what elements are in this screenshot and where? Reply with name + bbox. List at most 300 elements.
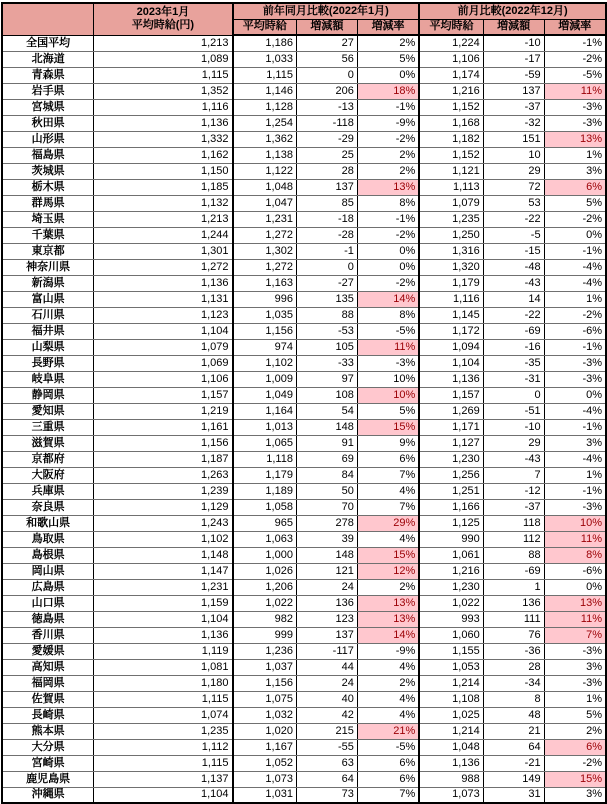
wage-2023-cell[interactable]: 1,301 <box>94 243 233 259</box>
mom-wage-cell[interactable]: 1,125 <box>419 515 483 531</box>
mom-wage-cell[interactable]: 1,152 <box>419 147 483 163</box>
yoy-wage-cell[interactable]: 1,167 <box>233 739 297 755</box>
yoy-rate-cell[interactable]: 2% <box>357 35 419 51</box>
yoy-diff-cell[interactable]: 84 <box>296 467 357 483</box>
mom-wage-cell[interactable]: 1,166 <box>419 499 483 515</box>
yoy-rate-cell[interactable]: 12% <box>357 563 419 579</box>
yoy-diff-cell[interactable]: 148 <box>296 419 357 435</box>
yoy-diff-header[interactable]: 増減額 <box>296 19 357 35</box>
yoy-diff-cell[interactable]: 135 <box>296 291 357 307</box>
yoy-wage-cell[interactable]: 1,026 <box>233 563 297 579</box>
yoy-rate-cell[interactable]: -2% <box>357 275 419 291</box>
mom-diff-cell[interactable]: -35 <box>483 355 544 371</box>
mom-diff-cell[interactable]: -69 <box>483 563 544 579</box>
mom-rate-cell[interactable]: 1% <box>544 691 606 707</box>
mom-diff-cell[interactable]: 64 <box>483 739 544 755</box>
mom-rate-cell[interactable]: 13% <box>544 131 606 147</box>
mom-diff-cell[interactable]: -36 <box>483 643 544 659</box>
yoy-rate-cell[interactable]: 7% <box>357 467 419 483</box>
mom-wage-cell[interactable]: 1,104 <box>419 355 483 371</box>
mom-diff-cell[interactable]: -31 <box>483 371 544 387</box>
mom-diff-cell[interactable]: -43 <box>483 275 544 291</box>
yoy-wage-cell[interactable]: 1,048 <box>233 179 297 195</box>
prefecture-cell[interactable]: 愛知県 <box>2 403 94 419</box>
mom-wage-cell[interactable]: 1,214 <box>419 723 483 739</box>
mom-diff-cell[interactable]: -21 <box>483 755 544 771</box>
prefecture-cell[interactable]: 神奈川県 <box>2 259 94 275</box>
yoy-diff-cell[interactable]: 40 <box>296 691 357 707</box>
mom-wage-cell[interactable]: 1,168 <box>419 115 483 131</box>
yoy-rate-cell[interactable]: 18% <box>357 83 419 99</box>
mom-wage-cell[interactable]: 1,060 <box>419 627 483 643</box>
mom-group-header[interactable]: 前月比較(2022年12月) <box>419 3 606 19</box>
prefecture-cell[interactable]: 富山県 <box>2 291 94 307</box>
yoy-diff-cell[interactable]: 42 <box>296 707 357 723</box>
mom-diff-cell[interactable]: 8 <box>483 691 544 707</box>
mom-wage-cell[interactable]: 1,113 <box>419 179 483 195</box>
wage-2023-cell[interactable]: 1,148 <box>94 547 233 563</box>
mom-wage-cell[interactable]: 1,136 <box>419 371 483 387</box>
yoy-diff-cell[interactable]: 39 <box>296 531 357 547</box>
mom-wage-cell[interactable]: 1,216 <box>419 83 483 99</box>
prefecture-cell[interactable]: 群馬県 <box>2 195 94 211</box>
yoy-rate-cell[interactable]: -9% <box>357 643 419 659</box>
mom-rate-cell[interactable]: -2% <box>544 755 606 771</box>
mom-wage-cell[interactable]: 1,320 <box>419 259 483 275</box>
yoy-diff-cell[interactable]: 88 <box>296 307 357 323</box>
yoy-wage-cell[interactable]: 1,206 <box>233 579 297 595</box>
yoy-rate-cell[interactable]: 6% <box>357 755 419 771</box>
mom-rate-cell[interactable]: -3% <box>544 675 606 691</box>
mom-diff-cell[interactable]: 76 <box>483 627 544 643</box>
mom-rate-cell[interactable]: -4% <box>544 275 606 291</box>
yoy-rate-cell[interactable]: 14% <box>357 291 419 307</box>
mom-wage-cell[interactable]: 1,022 <box>419 595 483 611</box>
mom-diff-cell[interactable]: 151 <box>483 131 544 147</box>
yoy-rate-cell[interactable]: 13% <box>357 611 419 627</box>
yoy-wage-cell[interactable]: 1,058 <box>233 499 297 515</box>
yoy-rate-cell[interactable]: 2% <box>357 147 419 163</box>
mom-wage-cell[interactable]: 1,182 <box>419 131 483 147</box>
yoy-diff-cell[interactable]: 70 <box>296 499 357 515</box>
mom-rate-cell[interactable]: -3% <box>544 499 606 515</box>
mom-wage-cell[interactable]: 1,251 <box>419 483 483 499</box>
mom-rate-cell[interactable]: -3% <box>544 99 606 115</box>
prefecture-cell[interactable]: 宮崎県 <box>2 755 94 771</box>
yoy-diff-cell[interactable]: 50 <box>296 483 357 499</box>
mom-wage-cell[interactable]: 1,174 <box>419 67 483 83</box>
mom-diff-cell[interactable]: -17 <box>483 51 544 67</box>
mom-wage-cell[interactable]: 1,145 <box>419 307 483 323</box>
prefecture-cell[interactable]: 兵庫県 <box>2 483 94 499</box>
prefecture-cell[interactable]: 大分県 <box>2 739 94 755</box>
mom-rate-cell[interactable]: 3% <box>544 787 606 803</box>
yoy-diff-cell[interactable]: 206 <box>296 83 357 99</box>
mom-diff-cell[interactable]: 14 <box>483 291 544 307</box>
yoy-diff-cell[interactable]: 44 <box>296 659 357 675</box>
mom-rate-cell[interactable]: -2% <box>544 51 606 67</box>
yoy-diff-cell[interactable]: 215 <box>296 723 357 739</box>
prefecture-cell[interactable]: 愛媛県 <box>2 643 94 659</box>
wage-2023-cell[interactable]: 1,106 <box>94 371 233 387</box>
yoy-group-header[interactable]: 前年同月比較(2022年1月) <box>233 3 420 19</box>
yoy-rate-cell[interactable]: 21% <box>357 723 419 739</box>
mom-wage-cell[interactable]: 1,061 <box>419 547 483 563</box>
mom-rate-cell[interactable]: -4% <box>544 259 606 275</box>
wage-2023-cell[interactable]: 1,235 <box>94 723 233 739</box>
mom-wage-cell[interactable]: 1,179 <box>419 275 483 291</box>
wage-2023-cell[interactable]: 1,112 <box>94 739 233 755</box>
mom-rate-header[interactable]: 増減率 <box>544 19 606 35</box>
yoy-wage-cell[interactable]: 1,272 <box>233 227 297 243</box>
yoy-rate-cell[interactable]: 2% <box>357 163 419 179</box>
mom-wage-cell[interactable]: 1,073 <box>419 787 483 803</box>
wage-2023-cell[interactable]: 1,116 <box>94 99 233 115</box>
mom-diff-cell[interactable]: 136 <box>483 595 544 611</box>
yoy-diff-cell[interactable]: 24 <box>296 675 357 691</box>
mom-rate-cell[interactable]: -6% <box>544 323 606 339</box>
mom-rate-cell[interactable]: -3% <box>544 115 606 131</box>
yoy-diff-cell[interactable]: 137 <box>296 179 357 195</box>
prefecture-cell[interactable]: 福岡県 <box>2 675 94 691</box>
yoy-rate-cell[interactable]: -9% <box>357 115 419 131</box>
wage-2023-cell[interactable]: 1,137 <box>94 771 233 787</box>
yoy-rate-cell[interactable]: 15% <box>357 547 419 563</box>
yoy-diff-cell[interactable]: -53 <box>296 323 357 339</box>
mom-rate-cell[interactable]: 13% <box>544 595 606 611</box>
mom-diff-cell[interactable]: 0 <box>483 387 544 403</box>
prefecture-cell[interactable]: 熊本県 <box>2 723 94 739</box>
yoy-wage-cell[interactable]: 982 <box>233 611 297 627</box>
mom-rate-cell[interactable]: 3% <box>544 163 606 179</box>
yoy-wage-cell[interactable]: 1,186 <box>233 35 297 51</box>
mom-diff-cell[interactable]: -43 <box>483 451 544 467</box>
yoy-diff-cell[interactable]: 137 <box>296 627 357 643</box>
prefecture-cell[interactable]: 北海道 <box>2 51 94 67</box>
prefecture-cell[interactable]: 茨城県 <box>2 163 94 179</box>
wage-2023-cell[interactable]: 1,147 <box>94 563 233 579</box>
wage-2023-cell[interactable]: 1,119 <box>94 643 233 659</box>
mom-wage-cell[interactable]: 1,053 <box>419 659 483 675</box>
yoy-diff-cell[interactable]: 136 <box>296 595 357 611</box>
yoy-diff-cell[interactable]: 27 <box>296 35 357 51</box>
mom-diff-cell[interactable]: -32 <box>483 115 544 131</box>
mom-wage-cell[interactable]: 1,216 <box>419 563 483 579</box>
yoy-diff-cell[interactable]: 0 <box>296 67 357 83</box>
mom-diff-cell[interactable]: 29 <box>483 435 544 451</box>
yoy-rate-cell[interactable]: -1% <box>357 211 419 227</box>
mom-diff-cell[interactable]: -16 <box>483 339 544 355</box>
yoy-rate-cell[interactable]: 4% <box>357 691 419 707</box>
wage-2023-cell[interactable]: 1,159 <box>94 595 233 611</box>
mom-diff-cell[interactable]: 118 <box>483 515 544 531</box>
mom-diff-cell[interactable]: 28 <box>483 659 544 675</box>
mom-rate-cell[interactable]: 7% <box>544 627 606 643</box>
mom-wage-cell[interactable]: 1,224 <box>419 35 483 51</box>
yoy-wage-cell[interactable]: 1,075 <box>233 691 297 707</box>
yoy-diff-cell[interactable]: 63 <box>296 755 357 771</box>
yoy-diff-cell[interactable]: 28 <box>296 163 357 179</box>
mom-diff-cell[interactable]: -15 <box>483 243 544 259</box>
mom-wage-cell[interactable]: 1,157 <box>419 387 483 403</box>
wage-2023-cell[interactable]: 1,104 <box>94 787 233 803</box>
yoy-rate-cell[interactable]: 0% <box>357 243 419 259</box>
mom-diff-cell[interactable]: -34 <box>483 675 544 691</box>
yoy-rate-cell[interactable]: 13% <box>357 179 419 195</box>
yoy-diff-cell[interactable]: 54 <box>296 403 357 419</box>
prefecture-cell[interactable]: 岩手県 <box>2 83 94 99</box>
mom-wage-cell[interactable]: 1,108 <box>419 691 483 707</box>
yoy-rate-cell[interactable]: 6% <box>357 451 419 467</box>
yoy-diff-cell[interactable]: 24 <box>296 579 357 595</box>
yoy-rate-cell[interactable]: -5% <box>357 323 419 339</box>
mom-rate-cell[interactable]: 10% <box>544 515 606 531</box>
yoy-diff-cell[interactable]: -28 <box>296 227 357 243</box>
mom-wage-cell[interactable]: 1,116 <box>419 291 483 307</box>
wage-2023-cell[interactable]: 1,332 <box>94 131 233 147</box>
wage-2023-cell[interactable]: 1,115 <box>94 691 233 707</box>
mom-wage-cell[interactable]: 1,025 <box>419 707 483 723</box>
mom-rate-cell[interactable]: 2% <box>544 723 606 739</box>
yoy-diff-cell[interactable]: 97 <box>296 371 357 387</box>
prefecture-cell[interactable]: 山口県 <box>2 595 94 611</box>
yoy-rate-cell[interactable]: 11% <box>357 339 419 355</box>
yoy-wage-cell[interactable]: 1,031 <box>233 787 297 803</box>
yoy-diff-cell[interactable]: -27 <box>296 275 357 291</box>
wage-2023-cell[interactable]: 1,132 <box>94 195 233 211</box>
wage-2023-cell[interactable]: 1,156 <box>94 435 233 451</box>
prefecture-cell[interactable]: 沖縄県 <box>2 787 94 803</box>
yoy-rate-cell[interactable]: 10% <box>357 371 419 387</box>
prefecture-cell[interactable]: 三重県 <box>2 419 94 435</box>
wage-2023-cell[interactable]: 1,239 <box>94 483 233 499</box>
yoy-wage-cell[interactable]: 1,073 <box>233 771 297 787</box>
mom-rate-cell[interactable]: 0% <box>544 387 606 403</box>
mom-rate-cell[interactable]: -5% <box>544 67 606 83</box>
yoy-wage-cell[interactable]: 1,009 <box>233 371 297 387</box>
yoy-rate-cell[interactable]: 0% <box>357 67 419 83</box>
mom-diff-cell[interactable]: -37 <box>483 99 544 115</box>
yoy-wage-cell[interactable]: 1,000 <box>233 547 297 563</box>
wage-2023-cell[interactable]: 1,244 <box>94 227 233 243</box>
yoy-wage-cell[interactable]: 1,049 <box>233 387 297 403</box>
prefecture-cell[interactable]: 長崎県 <box>2 707 94 723</box>
wage-2023-cell[interactable]: 1,157 <box>94 387 233 403</box>
wage-2023-cell[interactable]: 1,104 <box>94 323 233 339</box>
mom-rate-cell[interactable]: 1% <box>544 291 606 307</box>
wage-2023-cell[interactable]: 1,069 <box>94 355 233 371</box>
yoy-rate-cell[interactable]: 2% <box>357 675 419 691</box>
yoy-diff-cell[interactable]: -117 <box>296 643 357 659</box>
mom-diff-cell[interactable]: 72 <box>483 179 544 195</box>
mom-rate-cell[interactable]: -1% <box>544 339 606 355</box>
mom-wage-cell[interactable]: 1,152 <box>419 99 483 115</box>
mom-wage-cell[interactable]: 990 <box>419 531 483 547</box>
mom-rate-cell[interactable]: -2% <box>544 307 606 323</box>
yoy-wage-cell[interactable]: 965 <box>233 515 297 531</box>
yoy-rate-cell[interactable]: 4% <box>357 531 419 547</box>
yoy-wage-cell[interactable]: 1,035 <box>233 307 297 323</box>
yoy-rate-cell[interactable]: 4% <box>357 659 419 675</box>
mom-avg-wage-header[interactable]: 平均時給 <box>419 19 483 35</box>
wage-2023-cell[interactable]: 1,079 <box>94 339 233 355</box>
prefecture-cell[interactable]: 京都府 <box>2 451 94 467</box>
prefecture-cell[interactable]: 秋田県 <box>2 115 94 131</box>
prefecture-cell[interactable]: 島根県 <box>2 547 94 563</box>
yoy-diff-cell[interactable]: 0 <box>296 259 357 275</box>
yoy-wage-cell[interactable]: 1,138 <box>233 147 297 163</box>
mom-rate-cell[interactable]: 3% <box>544 659 606 675</box>
yoy-rate-cell[interactable]: 8% <box>357 195 419 211</box>
mom-wage-cell[interactable]: 1,155 <box>419 643 483 659</box>
mom-rate-cell[interactable]: 0% <box>544 579 606 595</box>
mom-wage-cell[interactable]: 1,094 <box>419 339 483 355</box>
yoy-wage-cell[interactable]: 1,362 <box>233 131 297 147</box>
yoy-wage-cell[interactable]: 1,156 <box>233 323 297 339</box>
mom-rate-cell[interactable]: 1% <box>544 467 606 483</box>
wage-2023-cell[interactable]: 1,123 <box>94 307 233 323</box>
mom-wage-cell[interactable]: 1,106 <box>419 51 483 67</box>
prefecture-cell[interactable]: 岡山県 <box>2 563 94 579</box>
yoy-avg-wage-header[interactable]: 平均時給 <box>233 19 297 35</box>
mom-wage-cell[interactable]: 988 <box>419 771 483 787</box>
mom-rate-cell[interactable]: -3% <box>544 371 606 387</box>
mom-wage-cell[interactable]: 1,230 <box>419 451 483 467</box>
prefecture-cell[interactable]: 徳島県 <box>2 611 94 627</box>
yoy-wage-cell[interactable]: 1,163 <box>233 275 297 291</box>
mom-rate-cell[interactable]: 1% <box>544 147 606 163</box>
mom-rate-cell[interactable]: -3% <box>544 355 606 371</box>
mom-rate-cell[interactable]: -1% <box>544 483 606 499</box>
yoy-diff-cell[interactable]: -29 <box>296 131 357 147</box>
yoy-wage-cell[interactable]: 996 <box>233 291 297 307</box>
mom-diff-cell[interactable]: -10 <box>483 419 544 435</box>
mom-diff-cell[interactable]: -37 <box>483 499 544 515</box>
mom-rate-cell[interactable]: -6% <box>544 563 606 579</box>
wage-2023-cell[interactable]: 1,129 <box>94 499 233 515</box>
mom-wage-cell[interactable]: 1,256 <box>419 467 483 483</box>
prefecture-cell[interactable]: 滋賀県 <box>2 435 94 451</box>
mom-diff-cell[interactable]: 48 <box>483 707 544 723</box>
prefecture-cell[interactable]: 青森県 <box>2 67 94 83</box>
wage-2023-cell[interactable]: 1,104 <box>94 611 233 627</box>
wage-2023-cell[interactable]: 1,263 <box>94 467 233 483</box>
yoy-diff-cell[interactable]: 73 <box>296 787 357 803</box>
mom-rate-cell[interactable]: -1% <box>544 419 606 435</box>
yoy-rate-cell[interactable]: -2% <box>357 131 419 147</box>
mom-rate-cell[interactable]: -3% <box>544 643 606 659</box>
yoy-wage-cell[interactable]: 1,052 <box>233 755 297 771</box>
mom-diff-cell[interactable]: 10 <box>483 147 544 163</box>
mom-wage-cell[interactable]: 1,250 <box>419 227 483 243</box>
mom-diff-cell[interactable]: 149 <box>483 771 544 787</box>
prefecture-cell[interactable]: 山形県 <box>2 131 94 147</box>
yoy-diff-cell[interactable]: 108 <box>296 387 357 403</box>
prefecture-cell[interactable]: 岐阜県 <box>2 371 94 387</box>
yoy-rate-cell[interactable]: 2% <box>357 579 419 595</box>
yoy-diff-cell[interactable]: 123 <box>296 611 357 627</box>
prefecture-cell[interactable]: 和歌山県 <box>2 515 94 531</box>
yoy-rate-cell[interactable]: 13% <box>357 595 419 611</box>
yoy-wage-cell[interactable]: 1,302 <box>233 243 297 259</box>
wage-2023-cell[interactable]: 1,102 <box>94 531 233 547</box>
yoy-wage-cell[interactable]: 1,118 <box>233 451 297 467</box>
wage-2023-header[interactable] <box>94 3 233 35</box>
yoy-wage-cell[interactable]: 1,231 <box>233 211 297 227</box>
prefecture-cell[interactable]: 佐賀県 <box>2 691 94 707</box>
prefecture-cell[interactable]: 鳥取県 <box>2 531 94 547</box>
mom-rate-cell[interactable]: 5% <box>544 195 606 211</box>
wage-2023-cell[interactable]: 1,136 <box>94 627 233 643</box>
wage-2023-cell[interactable]: 1,213 <box>94 35 233 51</box>
yoy-wage-cell[interactable]: 1,179 <box>233 467 297 483</box>
prefecture-cell[interactable]: 静岡県 <box>2 387 94 403</box>
mom-diff-cell[interactable]: -22 <box>483 211 544 227</box>
mom-rate-cell[interactable]: -1% <box>544 35 606 51</box>
wage-2023-cell[interactable]: 1,243 <box>94 515 233 531</box>
yoy-wage-cell[interactable]: 1,122 <box>233 163 297 179</box>
mom-wage-cell[interactable]: 1,269 <box>419 403 483 419</box>
mom-wage-cell[interactable]: 1,079 <box>419 195 483 211</box>
mom-rate-cell[interactable]: 6% <box>544 179 606 195</box>
yoy-wage-cell[interactable]: 1,065 <box>233 435 297 451</box>
prefecture-cell[interactable]: 新潟県 <box>2 275 94 291</box>
wage-2023-cell[interactable]: 1,180 <box>94 675 233 691</box>
mom-diff-cell[interactable]: 1 <box>483 579 544 595</box>
yoy-rate-cell[interactable]: 15% <box>357 419 419 435</box>
yoy-wage-cell[interactable]: 1,236 <box>233 643 297 659</box>
yoy-rate-cell[interactable]: 29% <box>357 515 419 531</box>
mom-rate-cell[interactable]: 3% <box>544 435 606 451</box>
corner-cell[interactable] <box>2 3 94 35</box>
yoy-rate-cell[interactable]: -1% <box>357 99 419 115</box>
yoy-diff-cell[interactable]: 56 <box>296 51 357 67</box>
wage-2023-cell[interactable]: 1,219 <box>94 403 233 419</box>
wage-2023-cell[interactable]: 1,272 <box>94 259 233 275</box>
mom-wage-cell[interactable]: 1,316 <box>419 243 483 259</box>
yoy-diff-cell[interactable]: 69 <box>296 451 357 467</box>
yoy-rate-cell[interactable]: 5% <box>357 51 419 67</box>
wage-2023-cell[interactable]: 1,074 <box>94 707 233 723</box>
yoy-diff-cell[interactable]: 105 <box>296 339 357 355</box>
wage-2023-cell[interactable]: 1,213 <box>94 211 233 227</box>
mom-rate-cell[interactable]: -2% <box>544 211 606 227</box>
prefecture-cell[interactable]: 千葉県 <box>2 227 94 243</box>
mom-rate-cell[interactable]: -4% <box>544 403 606 419</box>
mom-wage-cell[interactable]: 1,121 <box>419 163 483 179</box>
prefecture-cell[interactable]: 香川県 <box>2 627 94 643</box>
yoy-wage-cell[interactable]: 1,128 <box>233 99 297 115</box>
yoy-wage-cell[interactable]: 974 <box>233 339 297 355</box>
mom-wage-cell[interactable]: 1,235 <box>419 211 483 227</box>
yoy-wage-cell[interactable]: 1,272 <box>233 259 297 275</box>
mom-rate-cell[interactable]: -4% <box>544 451 606 467</box>
yoy-wage-cell[interactable]: 1,164 <box>233 403 297 419</box>
yoy-diff-cell[interactable]: -118 <box>296 115 357 131</box>
mom-diff-cell[interactable]: -22 <box>483 307 544 323</box>
mom-rate-cell[interactable]: 15% <box>544 771 606 787</box>
yoy-wage-cell[interactable]: 1,102 <box>233 355 297 371</box>
mom-wage-cell[interactable]: 1,172 <box>419 323 483 339</box>
mom-wage-cell[interactable]: 1,127 <box>419 435 483 451</box>
mom-diff-cell[interactable]: -59 <box>483 67 544 83</box>
mom-rate-cell[interactable]: 11% <box>544 83 606 99</box>
mom-diff-cell[interactable]: 29 <box>483 163 544 179</box>
mom-diff-cell[interactable]: -69 <box>483 323 544 339</box>
yoy-diff-cell[interactable]: 64 <box>296 771 357 787</box>
mom-wage-cell[interactable]: 1,136 <box>419 755 483 771</box>
yoy-rate-cell[interactable]: -5% <box>357 739 419 755</box>
